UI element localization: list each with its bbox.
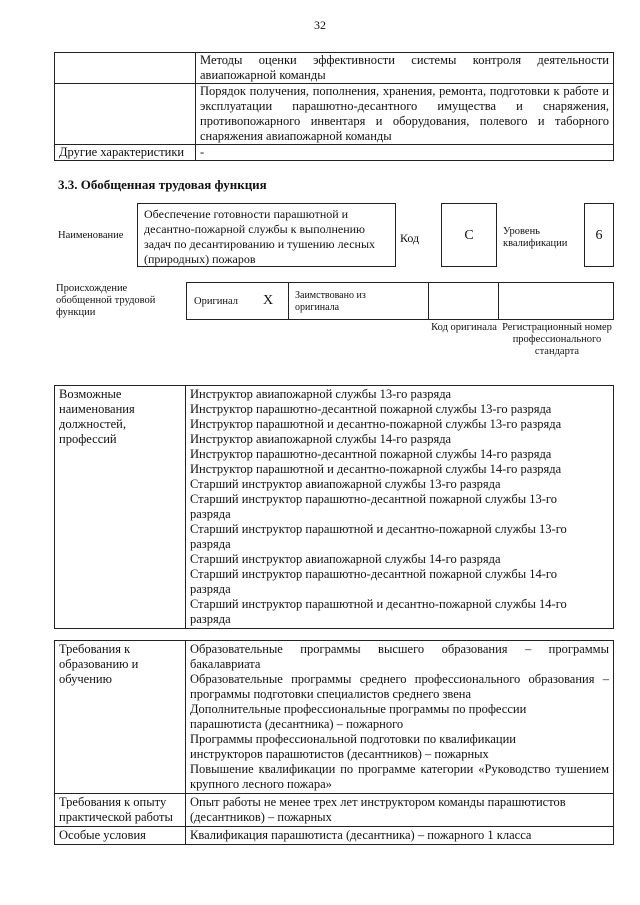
table-cell: Порядок получения, пополнения, хранения, ремонта, подготовки к работе и эксплуатации парашютно-десантного имущества и снаряжения, противопожарного инвентаря и оборудования, полевого и таборного снаряжения авиапожарной команды [196,84,614,145]
section-title: 3.3. Обобщенная трудовая функция [58,177,267,192]
list-item: Дополнительные профессиональные программы по профессии парашютиста (десантника) – пожарного [190,702,527,731]
table-row [55,53,614,84]
top-table [54,52,614,161]
origin-label: Происхождение обобщенной трудовой функции [56,283,156,318]
list-item: Образовательные программы высшего образования – программы бакалавриата [190,642,609,671]
code-original-caption: Код оригинала [431,322,497,333]
positions-label: Возможные наименования должностей, профессий [55,386,186,629]
list-item: Старший инструктор парашютной и десантно-пожарной службы 13-го разряда [190,522,567,551]
list-item: Инструктор парашютно-десантной пожарной службы 14-го разряда [190,447,552,461]
list-item: Повышение квалификации по программе категории «Руководство тушением крупного лесного пожара» [190,762,609,791]
list-item: Инструктор парашютно-десантной пожарной службы 13-го разряда [190,402,552,416]
list-item: Инструктор парашютной и десантно-пожарной службы 13-го разряда [190,417,562,431]
education-list [186,641,614,794]
table-cell: Другие характеристики [55,145,196,161]
reg-number-caption: Регистрационный номер профессионального стандарта [502,322,612,357]
positions-table [54,385,614,629]
table-cell [55,84,196,145]
positions-list [186,386,614,629]
borrowed-cell [289,283,429,319]
list-item: Программы профессиональной подготовки по квалификации инструкторов парашютистов (десантников) – пожарных [190,732,516,761]
table-row [55,386,614,629]
list-item: Образовательные программы среднего профессионального образования – программы подготовки специалистов среднего звена [190,672,609,701]
code-value: C [464,228,474,243]
code-original-cell [429,283,499,319]
table-cell: Методы оценки эффективности системы контроля деятельности авиапожарной команды [196,53,614,84]
table-row [55,794,614,827]
original-label: Оригинал [194,296,238,307]
borrowed-label: Заимствовано из оригинала [295,290,366,313]
list-item: Старший инструктор авиапожарной службы 13-го разряда [190,477,501,491]
experience-label: Требования к опыту практической работы [55,794,186,827]
original-cell [187,283,289,319]
list-item: Старший инструктор парашютно-десантной пожарной службы 14-го разряда [190,567,557,596]
education-label: Требования к образованию и обучению [55,641,186,794]
list-item: Инструктор парашютной и десантно-пожарной службы 14-го разряда [190,462,562,476]
table-cell [55,53,196,84]
reg-number-cell [499,283,613,319]
table-row [55,145,614,161]
table-row [55,84,614,145]
requirements-table [54,640,614,845]
experience-value: Опыт работы не менее трех лет инструктором команды парашютистов (десантников) – пожарных [186,794,614,827]
list-item: Старший инструктор парашютной и десантно-пожарной службы 14-го разряда [190,597,567,626]
special-label: Особые условия [55,827,186,845]
code-box [441,203,497,267]
origin-table [186,282,614,320]
level-value: 6 [595,228,603,243]
page-number: 32 [314,18,326,32]
list-item: Инструктор авиапожарной службы 14-го разряда [190,432,452,446]
level-label: Уровень квалификации [503,226,568,249]
list-item: Старший инструктор авиапожарной службы 14-го разряда [190,552,501,566]
special-value: Квалификация парашютиста (десантника) – пожарного 1 класса [186,827,614,845]
original-mark: X [263,293,274,308]
name-box [137,203,396,267]
table-row [55,641,614,794]
list-item: Инструктор авиапожарной службы 13-го разряда [190,387,452,401]
level-box [584,203,614,267]
table-cell: - [196,145,614,161]
name-label: Наименование [58,230,124,241]
code-label: Код [400,231,420,245]
table-row [55,827,614,845]
list-item: Старший инструктор парашютно-десантной пожарной службы 13-го разряда [190,492,557,521]
function-name: Обеспечение готовности парашютной и десантно-пожарной службы к выполнению задач по десантированию и тушению лесных (природных) пожаров [144,207,376,266]
